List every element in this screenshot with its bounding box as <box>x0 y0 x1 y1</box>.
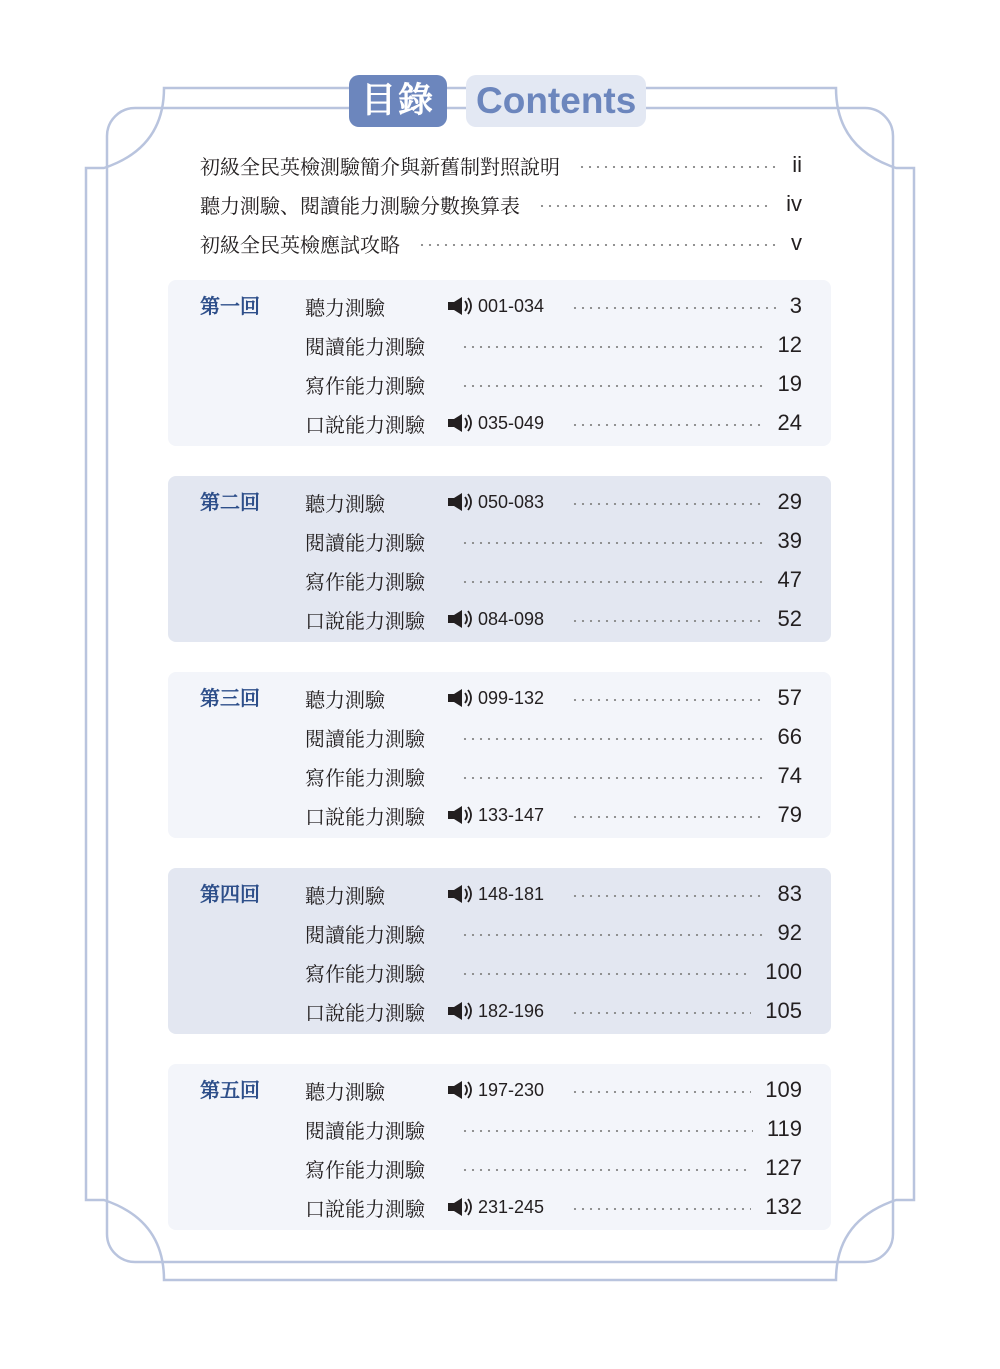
page-number: 105 <box>765 998 802 1023</box>
toc-entry[interactable] <box>305 876 802 912</box>
audio-track[interactable] <box>447 688 557 709</box>
toc-entry[interactable] <box>305 719 802 755</box>
title-english: Contents <box>466 75 646 127</box>
dot-leader <box>461 777 764 779</box>
toc-entry-label: 寫作能力測驗 <box>305 1157 425 1182</box>
dot-leader <box>461 385 764 387</box>
dot-leader <box>461 346 764 348</box>
audio-track[interactable] <box>447 805 557 826</box>
speaker-icon <box>447 884 475 904</box>
audio-track-range: 148-181 <box>478 883 545 904</box>
page-number: 24 <box>777 410 802 435</box>
toc-entry-label: 閱讀能力測驗 <box>305 334 425 359</box>
dot-leader <box>461 581 764 583</box>
page-number: 109 <box>765 1077 802 1102</box>
audio-track-range: 197-230 <box>478 1079 545 1100</box>
round-title: 第三回 <box>200 686 260 710</box>
dot-leader <box>571 816 764 818</box>
dot-leader <box>571 1012 751 1014</box>
audio-track[interactable] <box>447 296 557 317</box>
audio-track-range: 084-098 <box>478 608 545 629</box>
audio-track[interactable] <box>447 884 557 905</box>
dot-leader <box>461 1169 751 1171</box>
dot-leader <box>571 699 764 701</box>
toc-entry-label: 口說能力測驗 <box>305 1196 425 1221</box>
round-title: 第二回 <box>200 490 260 514</box>
toc-entry-label: 聽力測驗 <box>305 491 385 516</box>
toc-entry-label: 口說能力測驗 <box>305 1000 425 1025</box>
toc-entry[interactable] <box>305 758 802 794</box>
dot-leader <box>571 1091 751 1093</box>
toc-entry-label: 閱讀能力測驗 <box>305 1118 425 1143</box>
round-title: 第一回 <box>200 294 260 318</box>
audio-track[interactable] <box>447 1197 557 1218</box>
dot-leader <box>461 1130 753 1132</box>
toc-entry-label: 口說能力測驗 <box>305 804 425 829</box>
page-number: 57 <box>777 685 802 710</box>
dot-leader <box>461 973 751 975</box>
audio-track-range: 001-034 <box>478 295 545 316</box>
toc-entry-label: 聽力測驗 <box>305 1079 385 1104</box>
toc-entry[interactable] <box>305 562 802 598</box>
toc-entry-label: 初級全民英檢測驗簡介與新舊制對照說明 <box>200 154 560 179</box>
dot-leader <box>578 166 778 168</box>
toc-entry-label: 寫作能力測驗 <box>305 373 425 398</box>
speaker-icon <box>447 609 475 629</box>
audio-track[interactable] <box>447 492 557 513</box>
toc-entry[interactable] <box>305 993 802 1029</box>
page-number: 74 <box>777 763 802 788</box>
toc-entry-label: 聽力測驗、閱讀能力測驗分數換算表 <box>200 193 520 218</box>
audio-track[interactable] <box>447 609 557 630</box>
dot-leader <box>461 934 764 936</box>
page-number: 132 <box>765 1194 802 1219</box>
toc-entry[interactable] <box>305 1111 802 1147</box>
audio-track-range: 035-049 <box>478 412 545 433</box>
toc-entry[interactable] <box>305 915 802 951</box>
title-chinese: 目錄 <box>349 75 447 127</box>
dot-leader <box>571 307 776 309</box>
page-number: 3 <box>789 293 802 318</box>
toc-entry[interactable] <box>305 680 802 716</box>
toc-entry[interactable] <box>305 601 802 637</box>
toc-entry[interactable] <box>305 797 802 833</box>
toc-entry[interactable] <box>200 147 802 183</box>
toc-entry[interactable] <box>305 288 802 324</box>
audio-track-range: 231-245 <box>478 1196 545 1217</box>
toc-entry-label: 閱讀能力測驗 <box>305 922 425 947</box>
page-number: 47 <box>777 567 802 592</box>
toc-entry-label: 寫作能力測驗 <box>305 569 425 594</box>
toc-entry[interactable] <box>305 1189 802 1225</box>
dot-leader <box>538 205 772 207</box>
speaker-icon <box>447 1197 475 1217</box>
audio-track[interactable] <box>447 1080 557 1101</box>
speaker-icon <box>447 413 475 433</box>
page-number: 127 <box>765 1155 802 1180</box>
page-number: v <box>791 230 802 255</box>
toc-entry-label: 寫作能力測驗 <box>305 961 425 986</box>
dot-leader <box>418 244 777 246</box>
toc-entry-label: 聽力測驗 <box>305 883 385 908</box>
toc-entry[interactable] <box>200 225 802 261</box>
toc-entry[interactable] <box>305 327 802 363</box>
toc-entry[interactable] <box>305 366 802 402</box>
page-number: 29 <box>777 489 802 514</box>
page-number: 52 <box>777 606 802 631</box>
toc-entry-label: 聽力測驗 <box>305 687 385 712</box>
page-number: 12 <box>777 332 802 357</box>
page-number: ii <box>792 152 802 177</box>
toc-entry-label: 聽力測驗 <box>305 295 385 320</box>
page-number: 92 <box>777 920 802 945</box>
page-number: 79 <box>777 802 802 827</box>
page-number: 83 <box>777 881 802 906</box>
page-number: 66 <box>777 724 802 749</box>
dot-leader <box>571 895 764 897</box>
dot-leader <box>571 620 764 622</box>
contents-header <box>349 75 646 127</box>
page-number: 19 <box>777 371 802 396</box>
dot-leader <box>571 1208 751 1210</box>
page-number: 39 <box>777 528 802 553</box>
toc-entry[interactable] <box>305 523 802 559</box>
speaker-icon <box>447 1001 475 1021</box>
toc-entry-label: 口說能力測驗 <box>305 608 425 633</box>
toc-entry[interactable] <box>305 484 802 520</box>
speaker-icon <box>447 1080 475 1100</box>
toc-entry[interactable] <box>305 1072 802 1108</box>
speaker-icon <box>447 296 475 316</box>
audio-track-range: 050-083 <box>478 491 545 512</box>
toc-entry[interactable] <box>305 954 802 990</box>
toc-entry-label: 口說能力測驗 <box>305 412 425 437</box>
toc-entry[interactable] <box>200 186 802 222</box>
speaker-icon <box>447 805 475 825</box>
toc-entry-label: 閱讀能力測驗 <box>305 726 425 751</box>
toc-entry[interactable] <box>305 405 802 441</box>
page-number: 100 <box>765 959 802 984</box>
toc-entry-label: 初級全民英檢應試攻略 <box>200 232 400 257</box>
speaker-icon <box>447 688 475 708</box>
dot-leader <box>571 424 764 426</box>
speaker-icon <box>447 492 475 512</box>
toc-entry-label: 閱讀能力測驗 <box>305 530 425 555</box>
audio-track-range: 133-147 <box>478 804 545 825</box>
round-title: 第四回 <box>200 882 260 906</box>
audio-track[interactable] <box>447 1001 557 1022</box>
audio-track-range: 182-196 <box>478 1000 545 1021</box>
round-title: 第五回 <box>200 1078 260 1102</box>
page-number: 119 <box>766 1116 802 1141</box>
audio-track[interactable] <box>447 413 557 434</box>
toc-entry[interactable] <box>305 1150 802 1186</box>
dot-leader <box>571 503 764 505</box>
page-number: iv <box>786 191 802 216</box>
dot-leader <box>461 542 764 544</box>
toc-entry-label: 寫作能力測驗 <box>305 765 425 790</box>
audio-track-range: 099-132 <box>478 687 545 708</box>
dot-leader <box>461 738 764 740</box>
